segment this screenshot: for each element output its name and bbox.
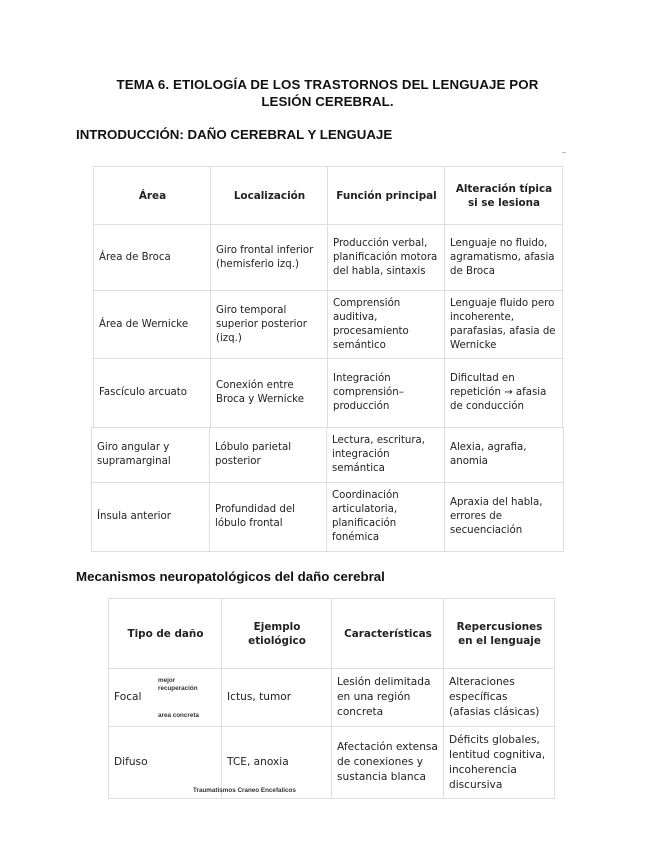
table-cell: Giro frontal inferior (hemisferio izq.) xyxy=(211,225,328,291)
table-cell: Alexia, agrafia, anomia xyxy=(445,428,564,483)
column-header: Función principal xyxy=(328,167,445,225)
table-cell: Giro temporal superior posterior (izq.) xyxy=(211,291,328,359)
handwritten-note: area concreta xyxy=(158,712,199,719)
cell-text: TCE, anoxia xyxy=(227,756,289,768)
brain-areas-table xyxy=(93,166,563,428)
column-header: Localización xyxy=(211,167,328,225)
table-row xyxy=(94,225,563,291)
table-cell: Ínsula anterior xyxy=(92,483,210,552)
column-header: Características xyxy=(332,599,444,669)
column-header: Ejemplo etiológico xyxy=(222,599,332,669)
table-row xyxy=(109,727,555,799)
table-cell: Alteraciones específicas (afasias clásicas) xyxy=(444,669,555,727)
table-cell: Área de Broca xyxy=(94,225,211,291)
table-cell: Fascículo arcuato xyxy=(94,359,211,428)
table-cell xyxy=(109,669,222,727)
table-cell: Giro angular y supramarginal xyxy=(92,428,210,483)
table-cell: Lóbulo parietal posterior xyxy=(210,428,327,483)
table-cell: Comprensión auditiva, procesamiento semántico xyxy=(328,291,445,359)
table-cell: Lesión delimitada en una región concreta xyxy=(332,669,444,727)
table-cell: Déficits globales, lentitud cognitiva, incoherencia discursiva xyxy=(444,727,555,799)
table-cell: Apraxia del habla, errores de secuenciación xyxy=(445,483,564,552)
table-cell: Conexión entre Broca y Wernicke xyxy=(211,359,328,428)
table-cell: Ictus, tumor xyxy=(222,669,332,727)
table-row xyxy=(109,669,555,727)
table-cell: Lectura, escritura, integración semántica xyxy=(327,428,445,483)
table-cell: Lenguaje fluido pero incoherente, parafasias, afasia de Wernicke xyxy=(445,291,563,359)
table-header-row xyxy=(109,599,555,669)
column-header: Repercusiones en el lenguaje xyxy=(444,599,555,669)
column-header: Tipo de daño xyxy=(109,599,222,669)
column-header: Alteración típica si se lesiona xyxy=(445,167,563,225)
cell-text: Focal xyxy=(114,691,142,703)
scan-mark xyxy=(562,152,566,153)
table-header-row xyxy=(94,167,563,225)
mechanisms-heading: Mecanismos neuropatológicos del daño cerebral xyxy=(76,569,385,584)
table-cell: Área de Wernicke xyxy=(94,291,211,359)
table-cell: Profundidad del lóbulo frontal xyxy=(210,483,327,552)
table-row xyxy=(92,483,564,552)
table-cell: Afectación extensa de conexiones y sustancia blanca xyxy=(332,727,444,799)
document-title: TEMA 6. ETIOLOGÍA DE LOS TRASTORNOS DEL LENGUAJE POR LESIÓN CEREBRAL. xyxy=(116,77,539,109)
handwritten-note: mejor recuperación xyxy=(158,677,198,692)
table-row xyxy=(94,291,563,359)
intro-heading: INTRODUCCIÓN: DAÑO CEREBRAL Y LENGUAJE xyxy=(76,127,393,142)
damage-mechanisms-table xyxy=(108,598,555,799)
table-cell: Difuso xyxy=(109,727,222,799)
table-cell: Producción verbal, planificación motora del habla, sintaxis xyxy=(328,225,445,291)
column-header: Área xyxy=(94,167,211,225)
table-cell: Integración comprensión–producción xyxy=(328,359,445,428)
brain-areas-table-continued xyxy=(91,427,564,552)
table-cell: Dificultad en repetición → afasia de conducción xyxy=(445,359,563,428)
handwritten-note: Traumatismos Craneo Encefalicos xyxy=(193,787,296,794)
table-row xyxy=(92,428,564,483)
table-cell xyxy=(193,727,332,799)
table-cell: Lenguaje no fluido, agramatismo, afasia de Broca xyxy=(445,225,563,291)
table-cell: Coordinación articulatoria, planificación fonémica xyxy=(327,483,445,552)
table-row xyxy=(94,359,563,428)
